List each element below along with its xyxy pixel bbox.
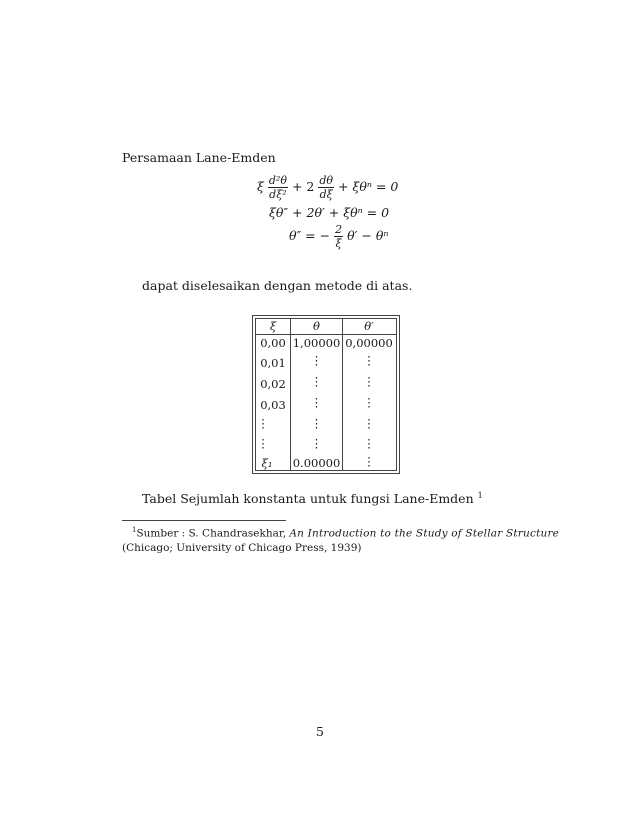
table-cell: ⋮	[310, 436, 323, 450]
footnote-line-1	[132, 523, 559, 541]
footnote-book-title: An Introduction to the Study of Stellar Structure	[289, 527, 560, 540]
eq1-xi: ξ	[257, 179, 264, 194]
eq1-tail: + ξθⁿ = 0	[337, 179, 399, 194]
table-cell: ⋮	[310, 353, 323, 367]
eq3-numerator: 2	[335, 223, 343, 236]
eq3-lhs: θ″ = −	[289, 228, 331, 243]
table-header-rule	[255, 334, 396, 335]
eq1-fraction-1	[268, 174, 288, 201]
table-header-theta-prime: θ′	[364, 319, 374, 333]
table-cell: 0.00000	[292, 456, 341, 470]
eq1-numerator-2: dθ	[319, 174, 333, 187]
equation-2: ξθ″ + 2θ′ + ξθⁿ = 0	[269, 205, 390, 220]
table-cell: 1,00000	[292, 336, 341, 350]
table-cell: ⋮	[310, 416, 323, 430]
table-cell: ⋮	[363, 374, 375, 388]
caption-text: Tabel Sejumlah konstanta untuk fungsi Lane-Emden	[142, 491, 474, 507]
table-cell: 0,00000	[345, 336, 393, 350]
footnote-source-label: Sumber : S. Chandrasekhar,	[136, 527, 290, 540]
table-cell: 0,03	[260, 398, 286, 412]
table-cell: ⋮	[310, 374, 323, 388]
equation-3	[289, 223, 388, 250]
eq1-fraction-2	[318, 174, 334, 201]
eq1-plus-two: + 2	[291, 179, 315, 194]
table-cell: ⋮	[363, 395, 375, 409]
table-cell: ⋮	[363, 416, 375, 430]
table-cell: ⋮	[257, 436, 269, 450]
table-header-xi: ξ	[269, 319, 277, 333]
section-heading: Persamaan Lane-Emden	[122, 150, 276, 165]
table-cell: ⋮	[363, 454, 375, 468]
eq1-denominator-1: dξ²	[269, 188, 287, 201]
table-cell: ⋮	[310, 395, 323, 409]
table-cell: ⋮	[363, 436, 375, 450]
table-cell: ⋮	[363, 353, 375, 367]
table-header-theta: θ	[313, 319, 320, 333]
equation-1	[257, 174, 398, 201]
caption-footnote-mark: 1	[477, 491, 483, 500]
eq3-fraction	[334, 223, 343, 250]
table-cell: 0,02	[260, 377, 286, 391]
eq1-numerator-1: d²θ	[268, 174, 287, 187]
page-number: 5	[316, 724, 324, 739]
table-cell: 0,00	[260, 336, 286, 350]
table-cell: ξ₁	[261, 456, 273, 470]
eq3-denominator: ξ	[335, 237, 342, 250]
footnote-rule	[122, 520, 286, 521]
table-caption	[142, 488, 483, 507]
eq1-denominator-2: dξ	[319, 188, 333, 201]
table-cell: ⋮	[257, 416, 269, 430]
body-text: dapat diselesaikan dengan metode di atas.	[142, 278, 413, 293]
eq3-tail: θ′ − θⁿ	[347, 228, 389, 243]
footnote-line-2: (Chicago; University of Chicago Press, 1939)	[122, 542, 362, 554]
footnote-mark: 1	[132, 526, 137, 534]
table-cell: 0,01	[260, 356, 286, 370]
